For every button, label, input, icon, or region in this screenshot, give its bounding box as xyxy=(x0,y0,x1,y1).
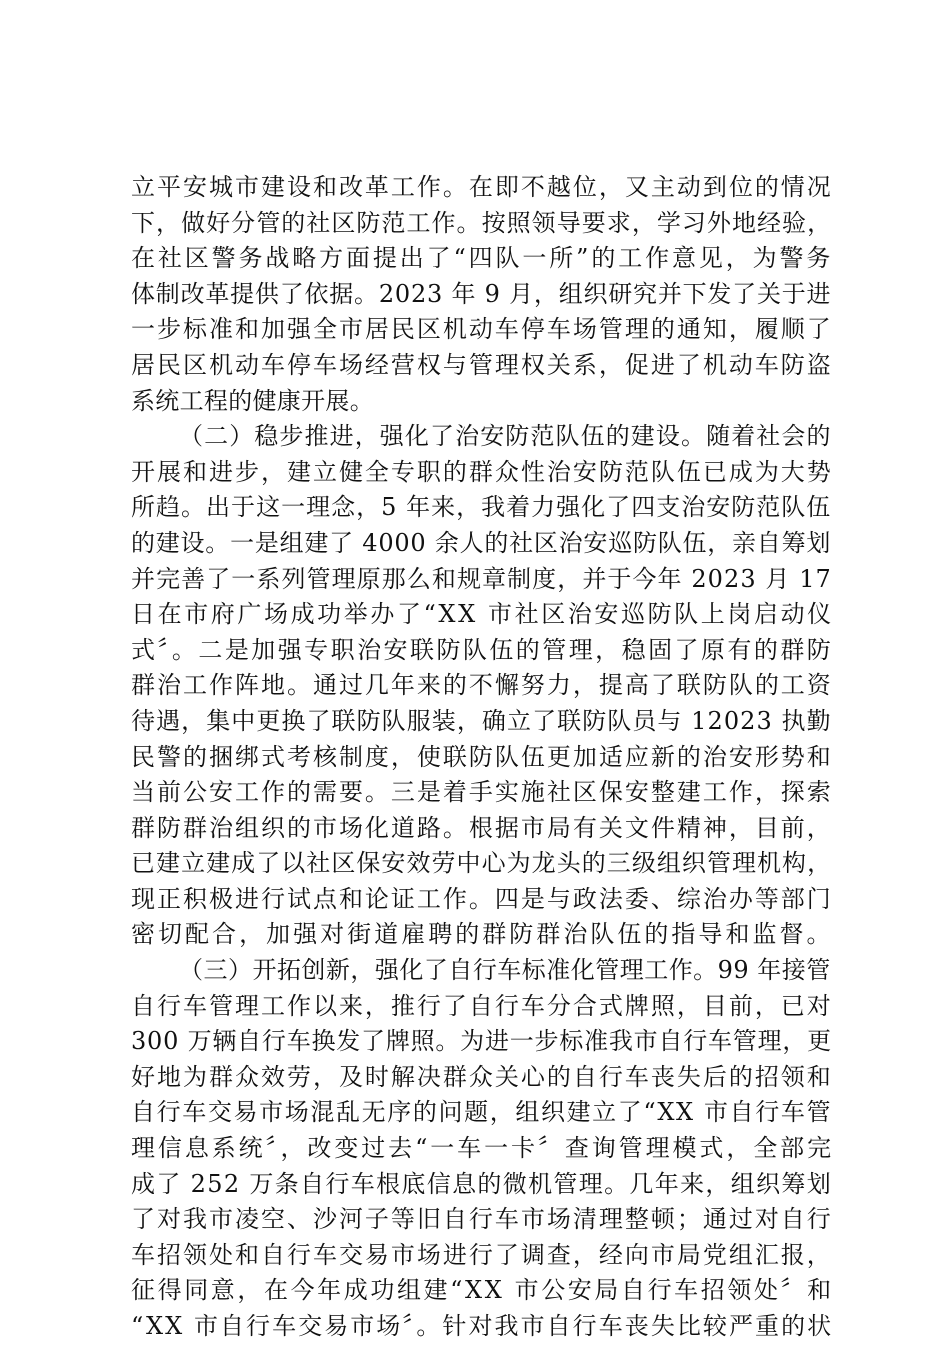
paragraph-line: 所趋。出于这一理念，5 年来，我着力强化了四支治安防范队伍 xyxy=(131,493,832,522)
document-body xyxy=(131,170,834,1345)
paragraph-line: （三）开拓创新，强化了自行车标准化管理工作。99 年接管 xyxy=(179,956,831,985)
paragraph-line: 下，做好分管的社区防范工作。按照领导要求，学习外地经验， xyxy=(131,208,833,237)
paragraph-line: 并完善了一系列管理原那么和规章制度，并于今年 2023 月 17 xyxy=(131,564,832,593)
paragraph-line: 自行车管理工作以来，推行了自行车分合式牌照，目前，已对 xyxy=(131,991,833,1020)
paragraph-line: 的建设。一是组建了 4000 余人的社区治安巡防队伍，亲自筹划 xyxy=(131,528,832,557)
paragraph-line: 立平安城市建设和改革工作。在即不越位，又主动到位的情况 xyxy=(131,173,833,201)
paragraph-line: 日在市府广场成功举办了“XX 市社区治安巡防队上岗启动仪 xyxy=(131,600,834,629)
paragraph-line: 式〞。二是加强专职治安联防队伍的管理，稳固了原有的群防 xyxy=(131,635,834,664)
paragraph-line: 征得同意，在今年成功组建“XX 市公安局自行车招领处〞和 xyxy=(131,1276,834,1305)
paragraph-line: 开展和进步，建立健全专职的群众性治安防范队伍已成为大势 xyxy=(131,457,833,486)
paragraph-line: “XX 市自行车交易市场〞。针对我市自行车丧失比较严重的状 xyxy=(131,1312,834,1340)
paragraph-line: 在社区警务战略方面提出了“四队一所”的工作意见，为警务 xyxy=(131,244,834,273)
paragraph-line: 已建立建成了以社区保安效劳中心为龙头的三级组织管理机构， xyxy=(131,849,833,878)
paragraph-line: 体制改革提供了依据。2023 年 9 月，组织研究并下发了关于进 xyxy=(131,279,832,308)
paragraph-line: 自行车交易市场混乱无序的问题，组织建立了“XX 市自行车管 xyxy=(131,1098,833,1127)
paragraph-line: 一步标准和加强全市居民区机动车停车场管理的通知，履顺了 xyxy=(131,315,833,344)
paragraph-line: 好地为群众效劳，及时解决群众关心的自行车丧失后的招领和 xyxy=(131,1062,833,1091)
paragraph-line: 群治工作阵地。通过几年来的不懈努力，提高了联防队的工资 xyxy=(131,671,833,700)
paragraph-1 xyxy=(131,170,834,419)
paragraph-line: 系统工程的健康开展。 xyxy=(131,386,374,415)
paragraph-line: （二）稳步推进，强化了治安防范队伍的建设。随着社会的 xyxy=(179,422,832,451)
paragraph-line: 车招领处和自行车交易市场进行了调查，经向市局党组汇报， xyxy=(131,1240,833,1269)
paragraph-line: 现正积极进行试点和论证工作。四是与政法委、综治办等部门 xyxy=(131,884,833,913)
paragraph-3 xyxy=(131,953,834,1345)
paragraph-line: 了对我市凌空、沙河子等旧自行车市场清理整顿；通过对自行 xyxy=(131,1205,833,1234)
paragraph-line: 理信息系统〞，改变过去“一车一卡〞查询管理模式，全部完 xyxy=(131,1134,834,1163)
paragraph-line: 300 万辆自行车换发了牌照。为进一步标准我市自行车管理，更 xyxy=(131,1027,832,1056)
paragraph-line: 居民区机动车停车场经营权与管理权关系，促进了机动车防盗 xyxy=(131,350,833,379)
paragraph-line: 群防群治组织的市场化道路。根据市局有关文件精神，目前， xyxy=(131,813,833,842)
paragraph-line: 当前公安工作的需要。三是着手实施社区保安整建工作，探索 xyxy=(131,778,833,807)
paragraph-2 xyxy=(131,419,834,953)
paragraph-line: 成了 252 万条自行车根底信息的微机管理。几年来，组织筹划 xyxy=(131,1169,833,1198)
paragraph-line: 民警的捆绑式考核制度，使联防队伍更加适应新的治安形势和 xyxy=(131,742,833,771)
paragraph-line: 密切配合，加强对街道雇聘的群防群治队伍的指导和监督。 xyxy=(131,920,834,949)
paragraph-line: 待遇，集中更换了联防队服装，确立了联防队员与 12023 执勤 xyxy=(131,706,832,735)
